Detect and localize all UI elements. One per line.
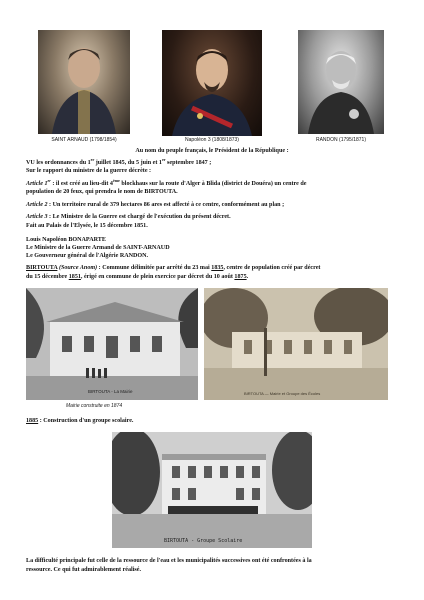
portrait-randon-figure [298, 30, 384, 134]
article-3-text: : Le Ministre de la Guerre est chargé de l'exécution du présent décret. [47, 214, 231, 220]
photo-postcard-label: BIRTOUTA — Mairie et Groupe des Écoles [244, 391, 321, 396]
portrait-caption-randon: RANDON (1795/1871) [315, 137, 367, 143]
article-1-label-sup: er [47, 178, 51, 183]
article-1-text-b: blockhaus sur la route d'Alger à Blida (district de Douéra) un centre de [119, 181, 307, 188]
portrait-randon [298, 30, 384, 134]
signatory-randon: Le Gouverneur général de l'Algérie RANDON. [26, 253, 149, 259]
portrait-napoleon-3-figure [162, 30, 262, 136]
decree-article-2 [26, 202, 284, 209]
article-1-sup-2: ème [112, 178, 120, 183]
photo-postcard-scene [204, 288, 388, 400]
photo-mairie-label: BIRTOUTA - La Mairie [88, 389, 133, 394]
photo-school-scene [112, 432, 312, 548]
portrait-saint-arnaud-figure [38, 30, 130, 134]
portrait-napoleon-3 [162, 30, 262, 136]
birtouta-text-5: . [246, 274, 249, 280]
birtouta-paragraph-line1 [26, 265, 320, 272]
school-line [26, 418, 133, 425]
birtouta-text-2: , centre de population créé par décret [223, 265, 321, 271]
footer-line2: ressource. Ce qui fut admirablement réalisé. [26, 567, 142, 573]
photo-mairie [26, 288, 198, 400]
article-3-label: Article 3 [26, 214, 48, 220]
article-1-label-text: Article 1 [26, 181, 48, 188]
decree-article-3 [26, 214, 231, 221]
photo-groupe-scolaire [112, 432, 312, 548]
portrait-caption-napoleon: Napoléon 3 (1808/1873) [185, 137, 239, 143]
photo-school-label: BIRTOUTA - Groupe Scolaire [164, 538, 243, 544]
school-year-1885: 1885 [26, 418, 39, 424]
vu-sup-2: er [161, 157, 166, 162]
decree-vu-line [26, 157, 212, 167]
portrait-saint-arnaud [38, 30, 130, 134]
decree-article-1 [26, 178, 307, 188]
photo-mairie-caption: Mairie construite en 1874 [66, 403, 123, 409]
birtouta-source: (Source Anom) [58, 265, 98, 271]
photo-mairie-scene [26, 288, 198, 400]
decree-article-1-line2: population de 20 feux, qui prendra le nom de BIRTOUTA. [26, 189, 178, 195]
article-2-text: : Un territoire rural de 379 hectares 86 ares est affecté à ce centre, conformément au plan ; [47, 202, 285, 208]
vu-part-2: juillet 1845, du 5 juin et 1 [94, 160, 162, 167]
signatory-saint-arnaud: Le Ministre de la Guerre Armand de SAINT-ARNAUD [26, 245, 170, 251]
decree-fait: Fait au Palais de l'Elysée, le 15 décembre 1851. [26, 223, 148, 229]
birtouta-text-1: : Commune délimitée par arrêté du 23 mai [97, 265, 212, 271]
decree-rapport: Sur le rapport du ministre de la guerre décrète : [26, 168, 152, 174]
footer-line1: La difficulté principale fut celle de la ressource de l'eau et les municipalités successives ont été confrontées à la [26, 558, 312, 564]
birtouta-year-1851: 1851 [68, 274, 81, 280]
portrait-caption-saint-arnaud: SAINT ARNAUD (1798/1854) [51, 137, 117, 143]
article-1-text-a: : il est créé au lieu-dit 4 [50, 181, 113, 188]
vu-part-1: VU les ordonnances du 1 [26, 160, 91, 167]
article-2-label: Article 2 [26, 202, 48, 208]
birtouta-text-4: , érigé en commune de plein exercice par décret du 10 août [80, 274, 235, 280]
birtouta-text-3: du 15 décembre [26, 274, 69, 280]
birtouta-name: BIRTOUTA [26, 265, 58, 271]
birtouta-year-1835: 1835 [211, 265, 224, 271]
vu-sup-1: er [90, 157, 95, 162]
birtouta-year-1875: 1875 [234, 274, 247, 280]
school-text: : Construction d'un groupe scolaire. [38, 418, 134, 424]
signatory-bonaparte: Louis Napoléon BONAPARTE [26, 237, 106, 243]
vu-part-3: septembre 1847 ; [165, 160, 212, 167]
decree-heading: Au nom du peuple français, le Président de la République : [135, 148, 289, 154]
article-1-label [26, 178, 51, 188]
birtouta-paragraph-line2 [26, 274, 248, 281]
photo-postcard-mairie-ecoles [204, 288, 388, 400]
